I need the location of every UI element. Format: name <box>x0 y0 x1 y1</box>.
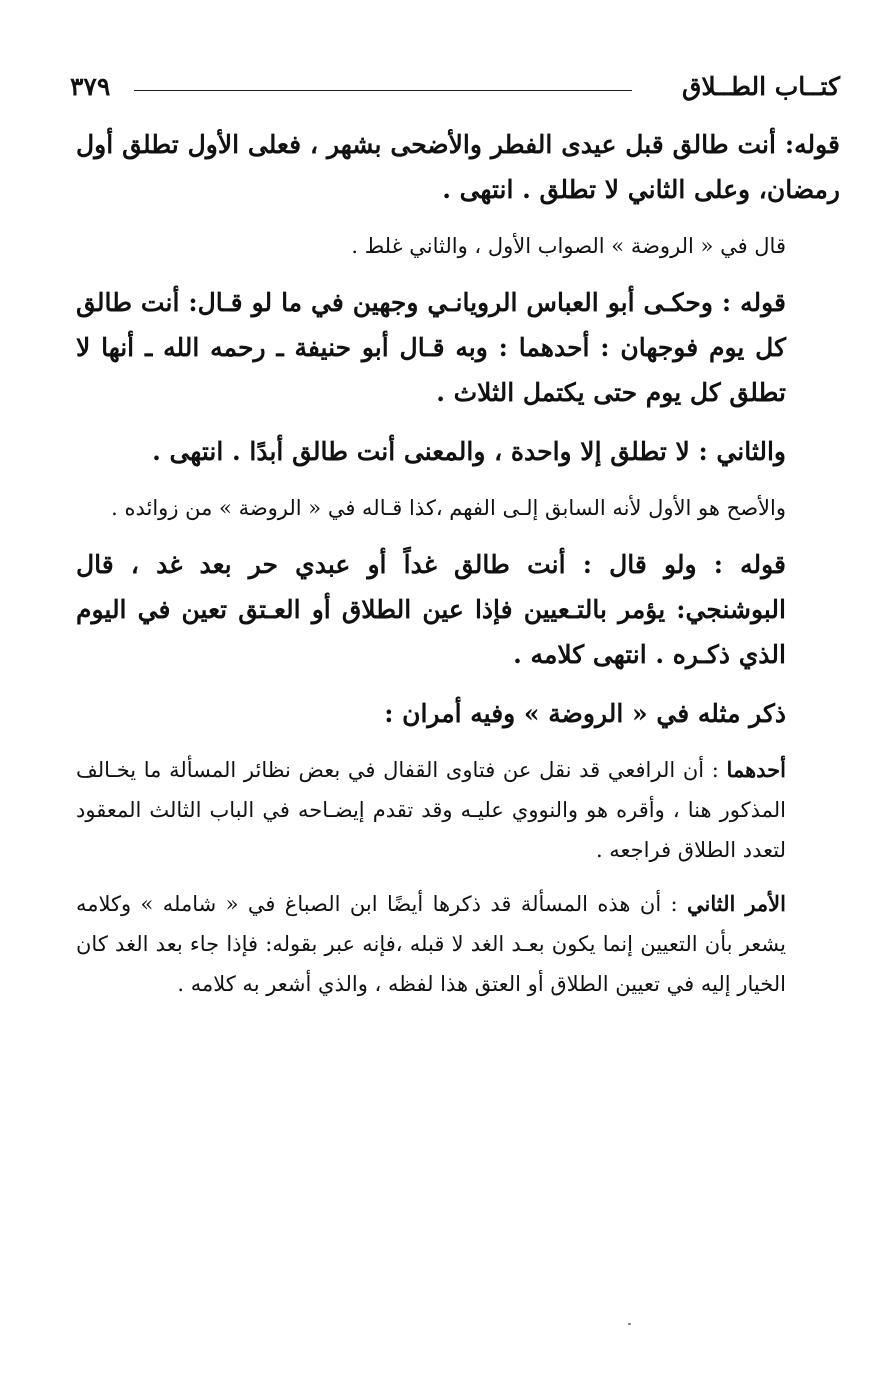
quote-paragraph: والثاني : لا تطلق إلا واحدة ، والمعنى أنت طالق أبدًا . انتهى . <box>152 437 786 466</box>
quote-paragraph: ذكر مثله في « الروضة » وفيه أمران : <box>384 699 786 728</box>
paragraph-label: أحدهما <box>726 757 786 782</box>
quote-paragraph: قوله: أنت طالق قبل عيدى الفطر والأضحى بشهر ، فعلى الأول تطلق أول رمضان، وعلى الثاني لا تطلق . انتهى . <box>76 130 840 204</box>
commentary-paragraph: الأمر الثاني : أن هذه المسألة قد ذكرها أيضًا ابن الصباغ في « شامله » وكلامه يشعر بأن التعيين إنما يكون بعـد الغد لا قبله ،فإنه عبر بقوله: فإذا جاء بعد الغد كان الخيار إليه في تعيين الطلاق أو العتق هذا لفظه ، والذي أشعر به كلامه . <box>76 891 786 996</box>
paragraph-label: الأمر الثاني <box>687 891 786 916</box>
quote-paragraph: قوله : وحكـى أبو العباس الرويانـي وجهين في ما لو قـال: أنت طالق كل يوم فوجهان : أحدهما : وبه قـال أبو حنيفة ـ رحمه الله ـ أنها لا تطلق كل يوم حتى يكتمل الثلاث . <box>76 288 786 407</box>
commentary-paragraph: أحدهما : أن الرافعي قد نقل عن فتاوى القفال في بعض نظائر المسألة ما يخـالف المذكور هنا ، وأقره هو والنووي عليـه وقد تقدم إيضـاحه في الباب الثالث المعقود لتعدد الطلاق فراجعه . <box>76 757 786 862</box>
page-body <box>76 122 840 1018</box>
commentary-paragraph: والأصح هو الأول لأنه السابق إلـى الفهم ،كذا قـاله في « الروضة » من زوائده . <box>111 496 786 520</box>
page-number: ٣٧٩ <box>70 72 111 101</box>
commentary-paragraph: قال في « الروضة » الصواب الأول ، والثاني غلط . <box>351 234 786 258</box>
scan-speck <box>628 1323 631 1325</box>
running-header <box>70 68 840 108</box>
header-rule <box>134 90 632 91</box>
book-title: كتــاب الطــلاق <box>682 72 840 101</box>
quote-paragraph: قوله : ولو قال : أنت طالق غداً أو عبدي حر بعد غد ، قال البوشنجي: يؤمر بالتـعيين فإذا عين الطلاق أو العـتق تعين في اليوم الذي ذكـره . انتهى كلامه . <box>76 550 786 669</box>
